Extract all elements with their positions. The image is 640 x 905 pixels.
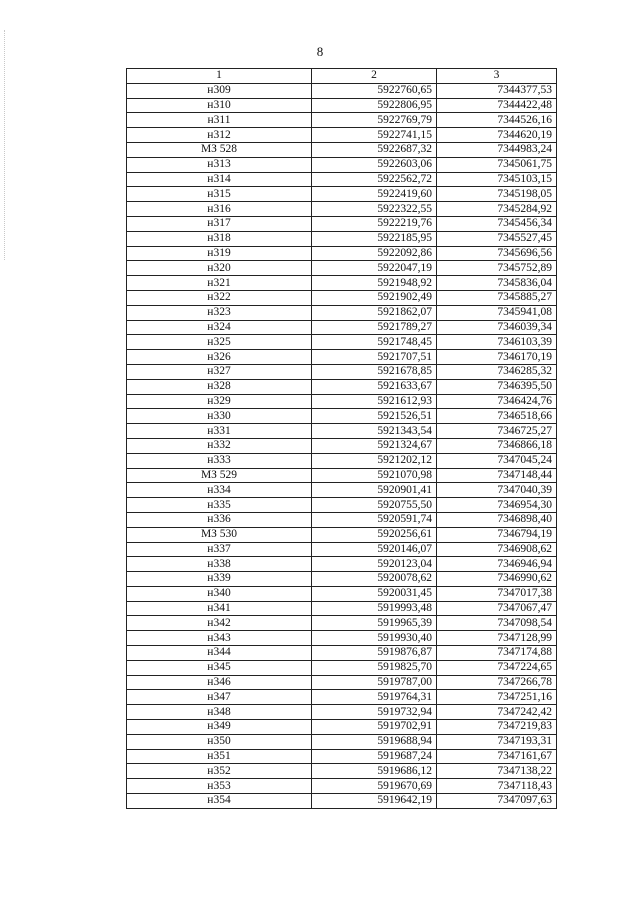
coordinate-y-cell: 7347067,47: [437, 601, 557, 616]
coordinate-x-cell: 5919993,48: [312, 601, 437, 616]
table-row: [127, 764, 557, 779]
point-name-cell: н310: [127, 98, 312, 113]
point-name-cell: н320: [127, 261, 312, 276]
coordinate-x-cell: 5922322,55: [312, 202, 437, 217]
table-row: [127, 409, 557, 424]
coordinate-x-cell: 5919686,12: [312, 764, 437, 779]
point-name-cell: н321: [127, 276, 312, 291]
table-row: [127, 83, 557, 98]
coordinate-y-cell: 7345836,04: [437, 276, 557, 291]
point-name-cell: н322: [127, 290, 312, 305]
table-row: [127, 572, 557, 587]
table-row: [127, 586, 557, 601]
coordinate-x-cell: 5919825,70: [312, 660, 437, 675]
table-row: [127, 749, 557, 764]
table-row: [127, 172, 557, 187]
point-name-cell: н317: [127, 216, 312, 231]
coordinate-y-cell: 7346424,76: [437, 394, 557, 409]
point-name-cell: н335: [127, 498, 312, 513]
coordinate-x-cell: 5921862,07: [312, 305, 437, 320]
table-row: [127, 290, 557, 305]
point-name-cell: н348: [127, 705, 312, 720]
table-row: [127, 601, 557, 616]
coordinate-x-cell: 5920755,50: [312, 498, 437, 513]
point-name-cell: н351: [127, 749, 312, 764]
coordinate-x-cell: 5921678,85: [312, 364, 437, 379]
coordinate-x-cell: 5922769,79: [312, 113, 437, 128]
table-row: [127, 364, 557, 379]
column-header-3: 3: [437, 69, 557, 84]
point-name-cell: н333: [127, 453, 312, 468]
coordinate-x-cell: 5921948,92: [312, 276, 437, 291]
point-name-cell: н312: [127, 128, 312, 143]
table-row: [127, 616, 557, 631]
table-row: [127, 350, 557, 365]
coordinate-x-cell: 5922741,15: [312, 128, 437, 143]
coordinate-y-cell: 7346518,66: [437, 409, 557, 424]
coordinate-x-cell: 5921526,51: [312, 409, 437, 424]
coordinate-y-cell: 7345885,27: [437, 290, 557, 305]
coordinates-table: [126, 68, 557, 809]
table-row: [127, 202, 557, 217]
coordinate-y-cell: 7347174,88: [437, 646, 557, 661]
coordinate-x-cell: 5919732,94: [312, 705, 437, 720]
coordinate-y-cell: 7345527,45: [437, 231, 557, 246]
coordinate-x-cell: 5921789,27: [312, 320, 437, 335]
coordinate-y-cell: 7347017,38: [437, 586, 557, 601]
coordinate-x-cell: 5922603,06: [312, 157, 437, 172]
table-row: [127, 453, 557, 468]
point-name-cell: н331: [127, 424, 312, 439]
coordinate-x-cell: 5919787,00: [312, 675, 437, 690]
coordinate-y-cell: 7344526,16: [437, 113, 557, 128]
page-number: 8: [316, 44, 324, 59]
coordinate-y-cell: 7347045,24: [437, 453, 557, 468]
table-body: [127, 83, 557, 808]
coordinate-y-cell: 7346908,62: [437, 542, 557, 557]
table-row: [127, 424, 557, 439]
table-row: [127, 216, 557, 231]
coordinate-y-cell: 7347138,22: [437, 764, 557, 779]
table-row: [127, 468, 557, 483]
point-name-cell: н343: [127, 631, 312, 646]
point-name-cell: н326: [127, 350, 312, 365]
coordinate-y-cell: 7345456,34: [437, 216, 557, 231]
coordinate-x-cell: 5920256,61: [312, 527, 437, 542]
table-row: [127, 646, 557, 661]
table-row: [127, 113, 557, 128]
point-name-cell: н316: [127, 202, 312, 217]
point-name-cell: н313: [127, 157, 312, 172]
coordinate-x-cell: 5920146,07: [312, 542, 437, 557]
coordinate-y-cell: 7347242,42: [437, 705, 557, 720]
coordinate-y-cell: 7347098,54: [437, 616, 557, 631]
coordinate-x-cell: 5920078,62: [312, 572, 437, 587]
table-row: [127, 128, 557, 143]
coordinate-x-cell: 5920591,74: [312, 512, 437, 527]
point-name-cell: н311: [127, 113, 312, 128]
coordinate-x-cell: 5919642,19: [312, 794, 437, 809]
coordinate-y-cell: 7347224,65: [437, 660, 557, 675]
table-row: [127, 394, 557, 409]
coordinate-x-cell: 5921324,67: [312, 438, 437, 453]
coordinate-y-cell: 7347118,43: [437, 779, 557, 794]
coordinate-x-cell: 5922219,76: [312, 216, 437, 231]
coordinate-y-cell: 7346946,94: [437, 557, 557, 572]
coordinate-y-cell: 7346990,62: [437, 572, 557, 587]
coordinate-y-cell: 7346954,30: [437, 498, 557, 513]
coordinate-x-cell: 5920031,45: [312, 586, 437, 601]
coordinate-y-cell: 7347128,99: [437, 631, 557, 646]
coordinate-x-cell: 5919670,69: [312, 779, 437, 794]
point-name-cell: н346: [127, 675, 312, 690]
coordinate-y-cell: 7346866,18: [437, 438, 557, 453]
coordinate-x-cell: 5921902,49: [312, 290, 437, 305]
coordinate-y-cell: 7345941,08: [437, 305, 557, 320]
point-name-cell: н339: [127, 572, 312, 587]
coordinate-y-cell: 7347161,67: [437, 749, 557, 764]
point-name-cell: н334: [127, 483, 312, 498]
coordinate-x-cell: 5919688,94: [312, 734, 437, 749]
point-name-cell: н323: [127, 305, 312, 320]
coordinate-x-cell: 5922562,72: [312, 172, 437, 187]
coordinate-x-cell: 5919764,31: [312, 690, 437, 705]
coordinate-y-cell: 7344377,53: [437, 83, 557, 98]
coordinate-y-cell: 7344620,19: [437, 128, 557, 143]
table-row: [127, 498, 557, 513]
point-name-cell: н318: [127, 231, 312, 246]
point-name-cell: н327: [127, 364, 312, 379]
coordinate-y-cell: 7346725,27: [437, 424, 557, 439]
point-name-cell: н350: [127, 734, 312, 749]
table-row: [127, 157, 557, 172]
coordinate-y-cell: 7346103,39: [437, 335, 557, 350]
coordinate-y-cell: 7346285,32: [437, 364, 557, 379]
point-name-cell: МЗ 529: [127, 468, 312, 483]
coordinate-y-cell: 7347219,83: [437, 720, 557, 735]
table-row: [127, 261, 557, 276]
coordinate-x-cell: 5922047,19: [312, 261, 437, 276]
coordinate-x-cell: 5919702,91: [312, 720, 437, 735]
table-row: [127, 779, 557, 794]
coordinate-x-cell: 5921070,98: [312, 468, 437, 483]
coordinate-y-cell: 7347148,44: [437, 468, 557, 483]
table-row: [127, 734, 557, 749]
point-name-cell: н315: [127, 187, 312, 202]
table-row: [127, 660, 557, 675]
coordinate-x-cell: 5921202,12: [312, 453, 437, 468]
point-name-cell: н336: [127, 512, 312, 527]
coordinate-x-cell: 5920123,04: [312, 557, 437, 572]
coordinate-y-cell: 7347040,39: [437, 483, 557, 498]
point-name-cell: н319: [127, 246, 312, 261]
point-name-cell: н330: [127, 409, 312, 424]
coordinate-y-cell: 7345198,05: [437, 187, 557, 202]
scan-edge-marks: [4, 30, 7, 260]
coordinate-x-cell: 5919930,40: [312, 631, 437, 646]
coordinate-x-cell: 5919876,87: [312, 646, 437, 661]
table-header-row: [127, 69, 557, 84]
point-name-cell: н354: [127, 794, 312, 809]
point-name-cell: МЗ 528: [127, 142, 312, 157]
coordinate-x-cell: 5921612,93: [312, 394, 437, 409]
table-row: [127, 246, 557, 261]
coordinate-x-cell: 5922760,65: [312, 83, 437, 98]
coordinate-y-cell: 7347251,16: [437, 690, 557, 705]
table-row: [127, 557, 557, 572]
table-row: [127, 187, 557, 202]
coordinate-x-cell: 5921748,45: [312, 335, 437, 350]
coordinate-y-cell: 7346395,50: [437, 379, 557, 394]
coordinate-x-cell: 5922092,86: [312, 246, 437, 261]
table-row: [127, 631, 557, 646]
coordinate-y-cell: 7347097,63: [437, 794, 557, 809]
coordinate-y-cell: 7344983,24: [437, 142, 557, 157]
table-row: [127, 142, 557, 157]
point-name-cell: н353: [127, 779, 312, 794]
coordinate-x-cell: 5920901,41: [312, 483, 437, 498]
table-row: [127, 335, 557, 350]
table-row: [127, 379, 557, 394]
point-name-cell: н352: [127, 764, 312, 779]
coordinate-y-cell: 7347266,78: [437, 675, 557, 690]
table-row: [127, 542, 557, 557]
point-name-cell: н340: [127, 586, 312, 601]
table-row: [127, 675, 557, 690]
table-row: [127, 438, 557, 453]
table-row: [127, 231, 557, 246]
point-name-cell: н314: [127, 172, 312, 187]
coordinate-y-cell: 7345061,75: [437, 157, 557, 172]
table-row: [127, 483, 557, 498]
coordinate-x-cell: 5922185,95: [312, 231, 437, 246]
coordinate-y-cell: 7345696,56: [437, 246, 557, 261]
point-name-cell: н349: [127, 720, 312, 735]
point-name-cell: н342: [127, 616, 312, 631]
point-name-cell: МЗ 530: [127, 527, 312, 542]
point-name-cell: н338: [127, 557, 312, 572]
table-row: [127, 320, 557, 335]
table-row: [127, 276, 557, 291]
table-row: [127, 98, 557, 113]
coordinate-x-cell: 5921707,51: [312, 350, 437, 365]
coordinate-y-cell: 7346039,34: [437, 320, 557, 335]
table-row: [127, 720, 557, 735]
point-name-cell: н341: [127, 601, 312, 616]
table-row: [127, 512, 557, 527]
coordinate-y-cell: 7346898,40: [437, 512, 557, 527]
coordinate-x-cell: 5919965,39: [312, 616, 437, 631]
point-name-cell: н324: [127, 320, 312, 335]
column-header-2: 2: [312, 69, 437, 84]
point-name-cell: н309: [127, 83, 312, 98]
point-name-cell: н328: [127, 379, 312, 394]
point-name-cell: н337: [127, 542, 312, 557]
table-row: [127, 690, 557, 705]
point-name-cell: н329: [127, 394, 312, 409]
coordinate-y-cell: 7345103,15: [437, 172, 557, 187]
coordinate-y-cell: 7346794,19: [437, 527, 557, 542]
coordinate-x-cell: 5919687,24: [312, 749, 437, 764]
coordinate-y-cell: 7345752,89: [437, 261, 557, 276]
point-name-cell: н344: [127, 646, 312, 661]
point-name-cell: н325: [127, 335, 312, 350]
coordinate-x-cell: 5922687,32: [312, 142, 437, 157]
table-row: [127, 305, 557, 320]
coordinate-x-cell: 5922419,60: [312, 187, 437, 202]
column-header-1: 1: [127, 69, 312, 84]
table-row: [127, 527, 557, 542]
table-row: [127, 794, 557, 809]
point-name-cell: н332: [127, 438, 312, 453]
coordinate-y-cell: 7347193,31: [437, 734, 557, 749]
coordinate-x-cell: 5921633,67: [312, 379, 437, 394]
coordinate-y-cell: 7346170,19: [437, 350, 557, 365]
point-name-cell: н347: [127, 690, 312, 705]
point-name-cell: н345: [127, 660, 312, 675]
table-row: [127, 705, 557, 720]
coordinate-x-cell: 5922806,95: [312, 98, 437, 113]
coordinate-y-cell: 7344422,48: [437, 98, 557, 113]
coordinate-x-cell: 5921343,54: [312, 424, 437, 439]
coordinate-y-cell: 7345284,92: [437, 202, 557, 217]
